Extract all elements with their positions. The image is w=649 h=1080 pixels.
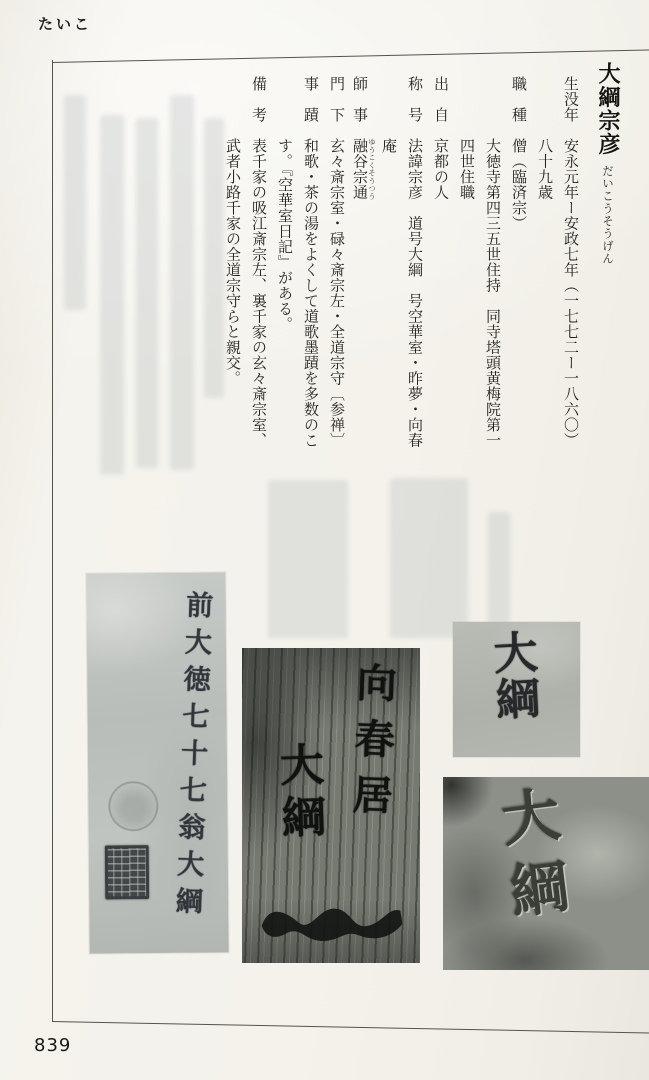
col-occupation-3: 四世住職	[458, 138, 476, 200]
plaque-photo	[242, 648, 420, 963]
col-age: 八十九歳	[536, 138, 554, 200]
ceramic-signature-photo	[443, 777, 649, 970]
col-birth-death: 生没年 安永元年ー安政七年（一七七二ー一八六〇）	[562, 76, 580, 448]
bleed-through-strip	[170, 95, 194, 470]
kao-signature-mark	[256, 897, 408, 947]
col-notes-2: 武者小路千家の全道宗守らと親交。	[224, 138, 242, 386]
entry-title-kana: だいこうそうげん	[601, 165, 615, 265]
teacher-furigana: ゆうこくそうつう	[367, 138, 377, 200]
calligraphy-strip-photo	[86, 572, 228, 953]
col-deeds-2: す。『空華室日記』がある。	[276, 138, 294, 332]
square-signature-photo	[453, 622, 580, 757]
entry-text-block	[222, 62, 632, 454]
page-number: 839	[34, 1035, 72, 1056]
bleed-through-patch	[268, 480, 348, 638]
col-origin: 出 自 京都の人	[432, 76, 450, 200]
plaque-left-text: 大綱	[271, 741, 326, 847]
bleed-through-strip	[136, 118, 158, 468]
teacher-label: 師 事	[351, 76, 369, 138]
col-students: 門 下 玄々斎宗室・碌々斎宗左・全道宗守〔参禅〕	[328, 76, 346, 448]
square-signature-text: 大綱	[484, 628, 540, 724]
bleed-through-strip	[100, 115, 124, 475]
frame-left-border	[52, 60, 53, 1022]
round-seal	[108, 781, 158, 831]
entry-title-column	[584, 62, 632, 454]
frame-bottom-border	[52, 1021, 649, 1034]
col-occupation: 職 種 僧（臨済宗）	[510, 76, 528, 231]
col-names-2: 庵	[380, 138, 398, 154]
bleed-through-strip	[64, 95, 86, 310]
col-notes: 備 考 表千家の吸江斎宗左、裏千家の玄々斎宗室、	[250, 76, 268, 448]
bleed-through-patch	[390, 478, 468, 638]
bleed-through-patch	[488, 512, 510, 624]
col-names: 称 号 法諱宗彦 道号大綱 号空華室・昨夢・向春	[406, 76, 424, 448]
running-head: たいこ	[38, 15, 93, 33]
strip-calligraphy-text: 前大徳七十七翁大綱	[170, 590, 213, 925]
col-deeds: 事 蹟 和歌・茶の湯をよくして道歌墨蹟を多数のこ	[302, 76, 320, 448]
col-occupation-2: 大徳寺第四三五世住持 同寺塔頭黄梅院第一	[484, 138, 502, 448]
plaque-right-text: 向春居	[345, 661, 398, 831]
ceramic-signature-text: 大綱	[488, 783, 574, 935]
square-seal	[105, 845, 149, 899]
teacher-name: 融谷宗通ゆうこくそうつう	[351, 138, 377, 200]
entry-title: 大綱宗彦	[595, 62, 621, 156]
col-teacher	[350, 62, 376, 454]
